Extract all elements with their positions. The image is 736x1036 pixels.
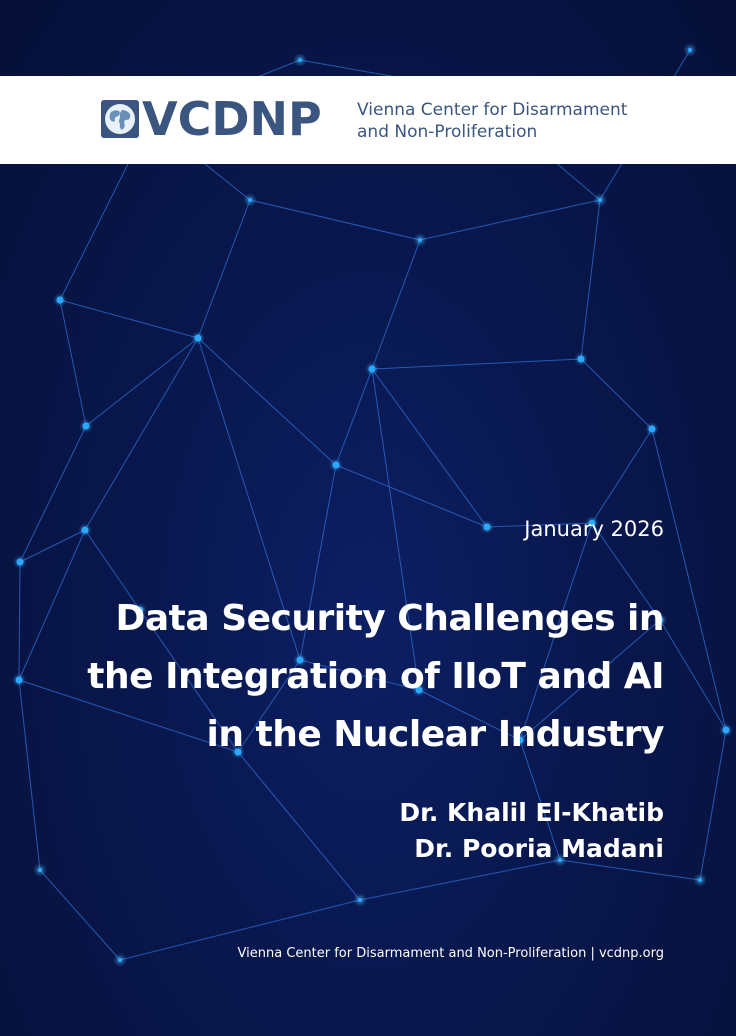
network-node <box>83 423 90 430</box>
network-node <box>723 727 730 734</box>
network-line <box>336 369 372 465</box>
logo-wordmark: VCDNP <box>142 92 322 146</box>
network-node <box>688 48 692 52</box>
title-line-1: Data Security Challenges in <box>115 598 664 639</box>
network-line <box>238 752 360 900</box>
network-line <box>581 359 652 429</box>
network-node <box>118 958 122 962</box>
network-node <box>598 198 602 202</box>
author-1: Dr. Khalil El-Khatib <box>399 798 664 827</box>
network-node <box>358 898 362 902</box>
network-node <box>698 878 702 882</box>
network-line <box>592 429 652 523</box>
network-line <box>372 240 420 369</box>
network-line <box>250 200 420 240</box>
network-node <box>17 559 24 566</box>
network-line <box>372 359 581 369</box>
network-node <box>82 527 89 534</box>
footer-text: Vienna Center for Disarmament and Non-Proliferation | vcdnp.org <box>237 946 664 961</box>
report-title <box>44 590 664 764</box>
network-node <box>16 677 23 684</box>
network-line <box>85 338 198 530</box>
publication-date: January 2026 <box>524 517 664 541</box>
network-line <box>581 200 600 359</box>
title-line-2: the Integration of IIoT and AI <box>87 656 664 697</box>
network-line <box>19 680 40 870</box>
author-2: Dr. Pooria Madani <box>414 834 664 863</box>
organization-name-line1: Vienna Center for Disarmament <box>357 100 628 120</box>
network-node <box>38 868 42 872</box>
network-line <box>700 730 726 880</box>
title-line-3: in the Nuclear Industry <box>206 714 664 755</box>
network-node <box>333 462 340 469</box>
network-line <box>198 200 250 338</box>
network-line <box>19 562 20 680</box>
network-node <box>57 297 64 304</box>
network-line <box>40 870 120 960</box>
network-line <box>660 620 726 730</box>
network-line <box>20 426 86 562</box>
network-node <box>578 356 585 363</box>
network-node <box>298 58 302 62</box>
network-line <box>60 300 198 338</box>
network-line <box>420 200 600 240</box>
network-line <box>60 300 86 426</box>
network-line <box>86 338 198 426</box>
network-node <box>248 198 252 202</box>
network-node <box>649 426 656 433</box>
network-node <box>418 238 422 242</box>
network-node <box>195 335 202 342</box>
globe-logo-icon <box>101 100 139 138</box>
network-line <box>20 530 85 562</box>
authors <box>399 795 664 867</box>
organization-name-line2: and Non-Proliferation <box>357 122 538 142</box>
network-node <box>484 524 491 531</box>
organization-name <box>357 99 677 143</box>
network-line <box>198 338 336 465</box>
network-node <box>369 366 376 373</box>
